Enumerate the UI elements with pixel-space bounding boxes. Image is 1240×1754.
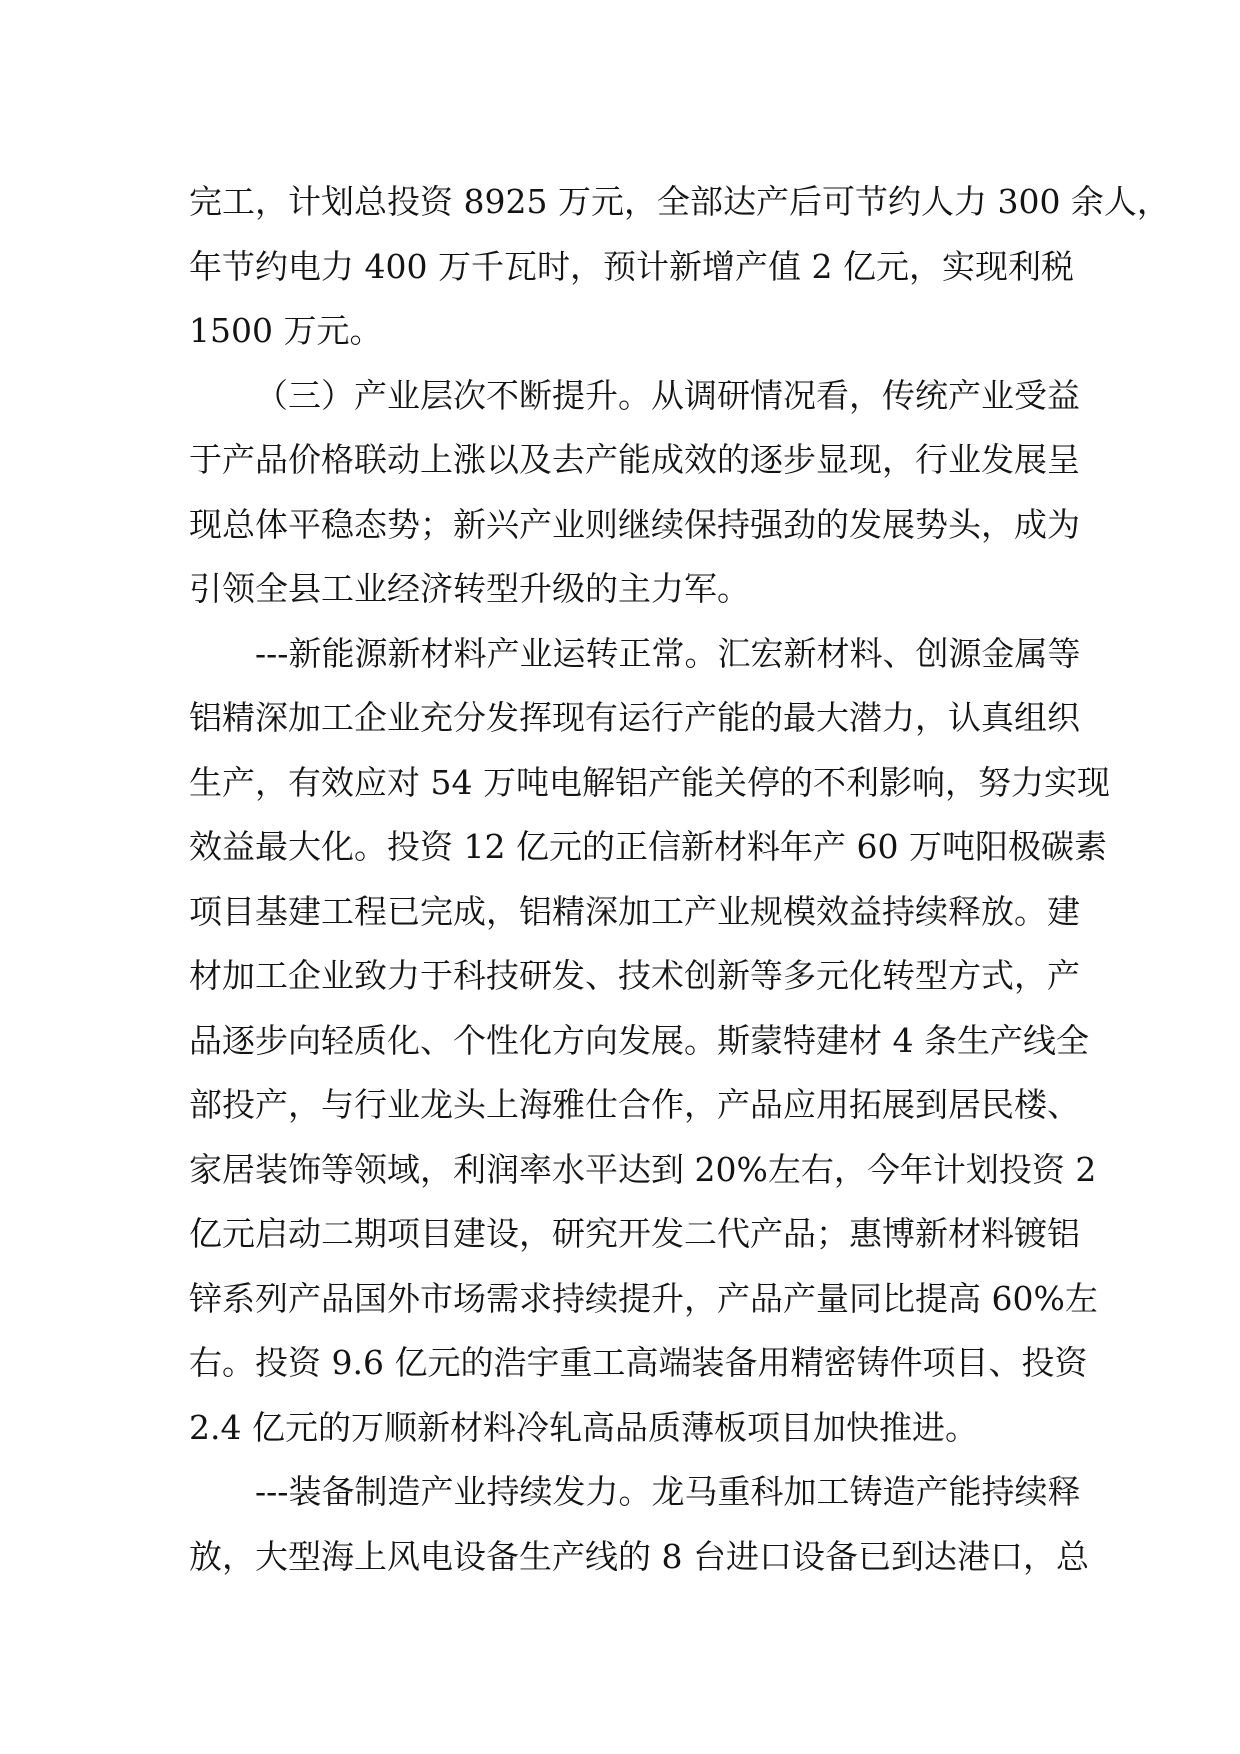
text-line: 引领全县工业经济转型升级的主力军。 bbox=[189, 569, 750, 608]
text-line: 铝精深加工企业充分发挥现有运行产能的最大潜力，认真组织 bbox=[189, 698, 1080, 737]
text-line: 项目基建工程已完成，铝精深加工产业规模效益持续释放。建 bbox=[189, 891, 1080, 931]
text-line: ---装备制造产业持续发力。龙马重科加工铸造产能持续释 bbox=[255, 1472, 1081, 1511]
paragraph-equipment-manufacturing bbox=[189, 1460, 1089, 1589]
text-line: 1500 万元。 bbox=[189, 311, 383, 350]
document-body bbox=[189, 170, 1170, 1589]
text-line: 现总体平稳态势；新兴产业则继续保持强劲的发展势头，成为 bbox=[189, 504, 1080, 544]
text-line: 于产品价格联动上涨以及去产能成效的逐步显现，行业发展呈 bbox=[189, 440, 1080, 479]
text-line: 锌系列产品国外市场需求持续提升，产品产量同比提高 60%左 bbox=[189, 1278, 1098, 1318]
text-line: 完工，计划总投资 8925 万元，全部达产后可节约人力 300 余人， bbox=[189, 182, 1170, 221]
text-line: 2.4 亿元的万顺新材料冷轧高品质薄板项目加快推进。 bbox=[189, 1407, 978, 1447]
text-line: 右。投资 9.6 亿元的浩宇重工高端装备用精密铸件项目、投资 bbox=[189, 1343, 1088, 1382]
paragraph-new-energy-materials bbox=[189, 622, 1110, 1461]
text-line: 部投产，与行业龙头上海雅仕合作，产品应用拓展到居民楼、 bbox=[189, 1085, 1080, 1124]
text-line: ---新能源新材料产业运转正常。汇宏新材料、创源金属等 bbox=[255, 633, 1081, 673]
text-line: 效益最大化。投资 12 亿元的正信新材料年产 60 万吨阳极碳素 bbox=[189, 827, 1107, 866]
text-line: 生产，有效应对 54 万吨电解铝产能关停的不利影响，努力实现 bbox=[189, 762, 1110, 802]
text-line: 年节约电力 400 万千瓦时，预计新增产值 2 亿元，实现利税 bbox=[189, 246, 1074, 286]
text-line: 品逐步向轻质化、个性化方向发展。斯蒙特建材 4 条生产线全 bbox=[189, 1020, 1089, 1060]
text-line: 家居装饰等领域，利润率水平达到 20%左右，今年计划投资 2 bbox=[189, 1149, 1097, 1189]
text-line: 亿元启动二期项目建设，研究开发二代产品；惠博新材料镀铝 bbox=[189, 1214, 1080, 1253]
text-line: （三）产业层次不断提升。从调研情况看，传统产业受益 bbox=[255, 375, 1080, 415]
paragraph-investment-summary bbox=[189, 170, 1170, 364]
text-line: 放，大型海上风电设备生产线的 8 台进口设备已到达港口，总 bbox=[189, 1536, 1089, 1576]
paragraph-industry-level bbox=[189, 364, 1080, 622]
text-line: 材加工企业致力于科技研发、技术创新等多元化转型方式，产 bbox=[189, 956, 1080, 995]
